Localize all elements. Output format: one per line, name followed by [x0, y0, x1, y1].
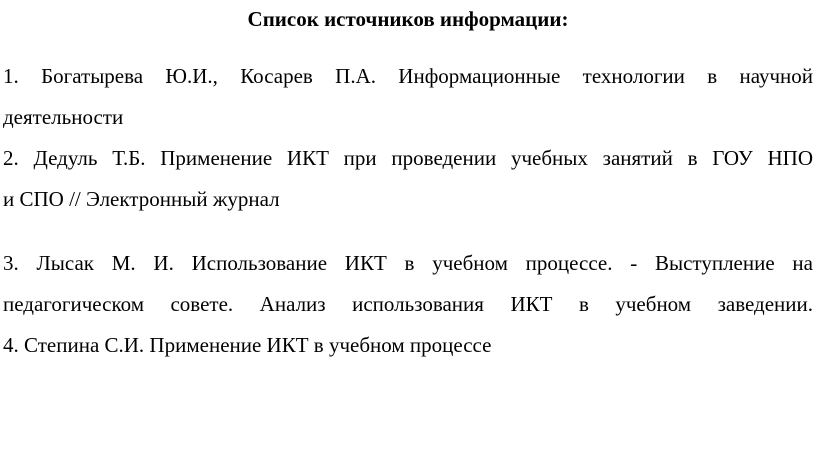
reference-item-2-line-2: и СПО // Электронный журнал — [3, 187, 280, 211]
reference-item-1 — [3, 56, 813, 138]
reference-item-1-line-2: деятельности — [3, 105, 124, 129]
reference-item-2-line-1: 2. Дедуль Т.Б. Применение ИКТ при проведении учебных занятий в ГОУ НПО — [3, 146, 813, 170]
reference-item-4 — [3, 325, 813, 366]
reference-item-3-line-2: педагогическом совете. Анализ использования ИКТ в учебном заведении. — [3, 292, 813, 316]
reference-item-2 — [3, 138, 813, 220]
reference-item-1-line-1: 1. Богатырева Ю.И., Косарев П.А. Информационные технологии в научной — [3, 64, 813, 88]
reference-item-4-line-1: 4. Степина С.И. Применение ИКТ в учебном процессе — [3, 333, 492, 357]
reference-item-3 — [3, 243, 813, 325]
page-title: Список источников информации: — [247, 7, 569, 31]
reference-item-3-line-1: 3. Лысак М. И. Использование ИКТ в учебном процессе. - Выступление на — [3, 251, 813, 275]
